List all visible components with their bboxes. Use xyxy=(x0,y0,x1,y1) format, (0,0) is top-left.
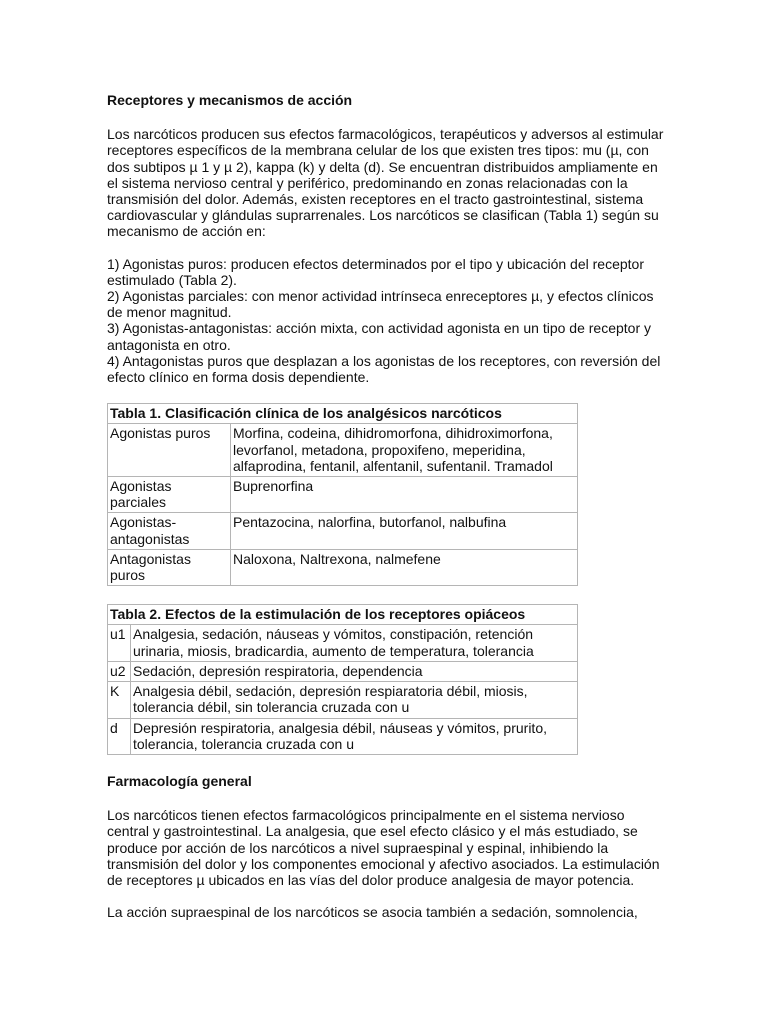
section-heading-farmacologia: Farmacología general xyxy=(107,772,252,789)
table-clasificacion-narcoticos xyxy=(107,403,578,586)
list-item: 4) Antagonistas puros que desplazan a los agonistas de los receptores, con reversión del efecto clínico en forma dosis dependiente. xyxy=(107,352,661,386)
list-item: 2) Agonistas parciales: con menor actividad intrínseca enreceptores µ, y efectos clínicos de menor magnitud. xyxy=(107,288,654,321)
table-title: Tabla 2. Efectos de la estimulación de los receptores opiáceos xyxy=(108,605,578,625)
table-row xyxy=(108,549,578,585)
paragraph-accion-supraespinal: La acción supraespinal de los narcóticos se asocia también a sedación, somnolencia, xyxy=(107,904,638,921)
table-cell-drugs: Buprenorfina xyxy=(231,477,578,513)
table-cell-receptor: K xyxy=(108,682,131,718)
table-row xyxy=(108,477,578,513)
table-title: Tabla 1. Clasificación clínica de los analgésicos narcóticos xyxy=(108,404,578,424)
table-row xyxy=(108,661,578,681)
table-row xyxy=(108,424,578,477)
table-cell-effects: Analgesia, sedación, náuseas y vómitos, constipación, retención urinaria, miosis, bradicardia, aumento de temperatura, tolerancia xyxy=(131,625,578,661)
table-cell-effects: Analgesia débil, sedación, depresión respiaratoria débil, miosis, tolerancia débil, sin tolerancia cruzada con u xyxy=(131,682,578,718)
table-cell-receptor: d xyxy=(108,718,131,754)
table-row xyxy=(108,513,578,549)
table-row xyxy=(108,718,578,754)
table-efectos-receptores xyxy=(107,604,578,755)
table-cell-receptor: u2 xyxy=(108,661,131,681)
table-cell-drugs: Pentazocina, nalorfina, butorfanol, nalbufina xyxy=(231,513,578,549)
table-cell-category: Agonistas-antagonistas xyxy=(108,513,231,549)
document-page xyxy=(107,92,667,920)
table-cell-drugs: Morfina, codeina, dihidromorfona, dihidroximorfona, levorfanol, metadona, propoxifeno, meperidina, alfaprodina, fentanil, alfentanil, sufentanil. Tramadol xyxy=(231,424,578,477)
table-row xyxy=(108,682,578,718)
list-item: 3) Agonistas-antagonistas: acción mixta, con actividad agonista en un tipo de receptor y antagonista en otro. xyxy=(107,320,651,353)
table-cell-effects: Depresión respiratoria, analgesia débil, náuseas y vómitos, prurito, tolerancia, tolerancia cruzada con u xyxy=(131,718,578,754)
table-cell-drugs: Naloxona, Naltrexona, nalmefene xyxy=(231,549,578,585)
paragraph-farmacologia-general: Los narcóticos tienen efectos farmacológicos principalmente en el sistema nervioso central y gastrointestinal. La analgesia, que esel efecto clásico y el más estudiado, se produce por acción de los narcóticos a nivel supraespinal y espinal, inhibiendo la transmisión del dolor y los componentes emocional y afectivo asociados. La estimulación de receptores µ ubicados en las vías del dolor produce analgesia de mayor potencia. xyxy=(107,807,660,888)
paragraph-receptores-intro: Los narcóticos producen sus efectos farmacológicos, terapéuticos y adversos al estimular receptores específicos de la membrana celular de los que existen tres tipos: mu (µ, con dos subtipos µ 1 y µ 2), kappa (k) y delta (d). Se encuentran distribuidos ampliamente en el sistema nervioso central y periférico, predominando en zonas relacionadas con la transmisión del dolor. Además, existen receptores en el tracto gastrointestinal, sistema cardiovascular y glándulas suprarrenales. Los narcóticos se clasifican (Tabla 1) según su mecanismo de acción en: xyxy=(107,126,664,240)
table-cell-receptor: u1 xyxy=(108,625,131,661)
table-cell-category: Antagonistas puros xyxy=(108,549,231,585)
mechanism-list xyxy=(107,256,667,386)
table-row xyxy=(108,625,578,661)
table-cell-effects: Sedación, depresión respiratoria, dependencia xyxy=(131,661,578,681)
list-item: 1) Agonistas puros: producen efectos determinados por el tipo y ubicación del receptor estimulado (Tabla 2). xyxy=(107,255,644,288)
section-heading-receptores: Receptores y mecanismos de acción xyxy=(107,92,353,108)
table-cell-category: Agonistas puros xyxy=(108,424,231,477)
table-cell-category: Agonistas parciales xyxy=(108,477,231,513)
